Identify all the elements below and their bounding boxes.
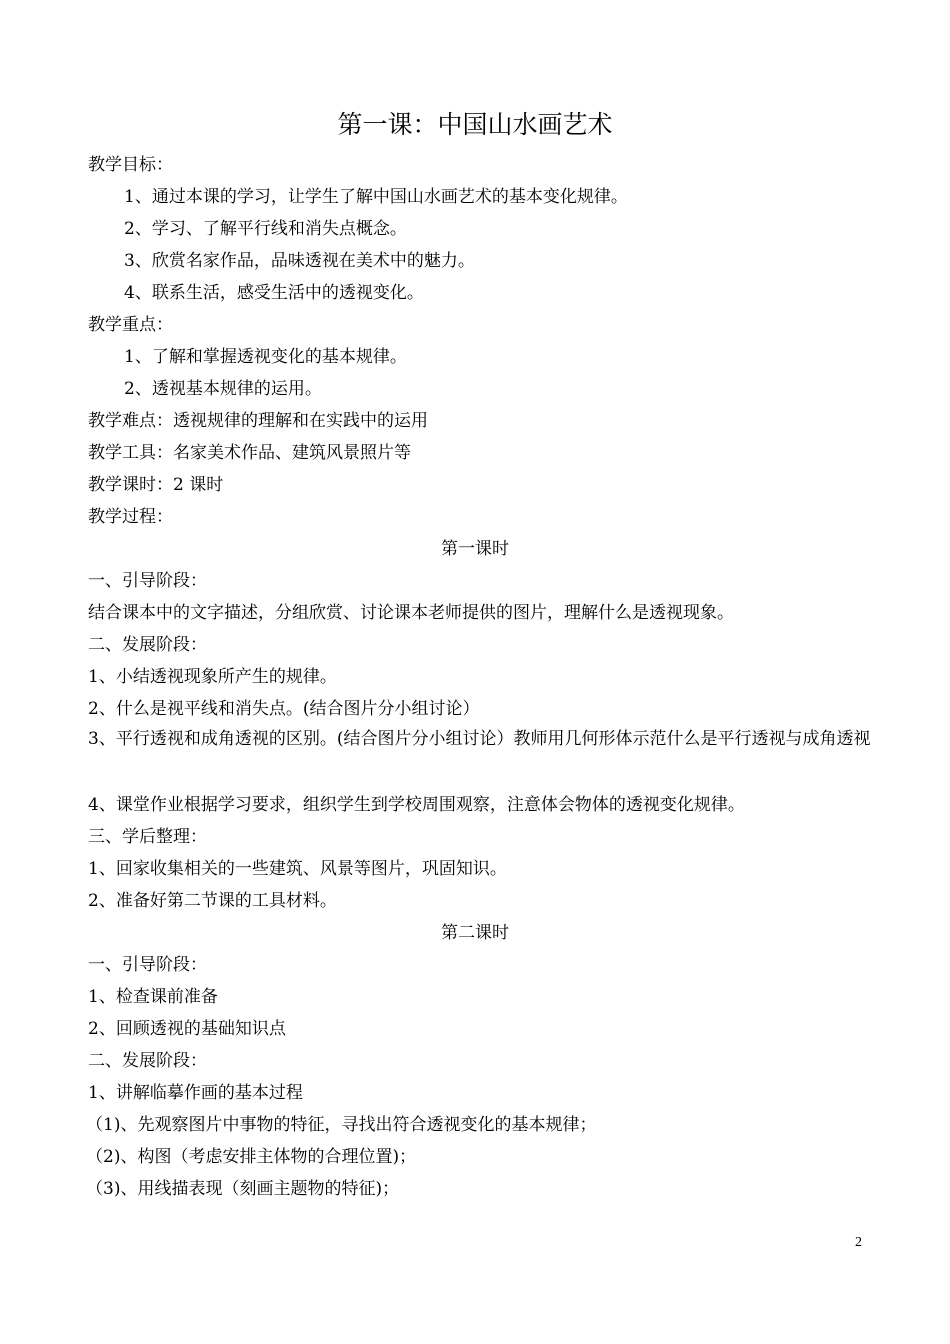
- objective-item: 2、学习、了解平行线和消失点概念。: [124, 219, 407, 239]
- session2-line: 1、讲解临摹作画的基本过程: [88, 1083, 303, 1103]
- process-heading: 教学过程：: [88, 507, 173, 527]
- objective-item: 3、欣赏名家作品，品味透视在美术中的魅力。: [124, 251, 475, 271]
- session2-line: 一、引导阶段：: [88, 955, 207, 975]
- session1-line: 3、平行透视和成角透视的区别。(结合图片分小组讨论）教师用几何形体示范什么是平行透视与成角透视: [88, 729, 871, 749]
- session1-line: 1、小结透视现象所产生的规律。: [88, 667, 337, 687]
- session1-line: 一、引导阶段：: [88, 571, 207, 591]
- objectives-heading: 教学目标：: [88, 155, 173, 175]
- session2-line: （3)、用线描表现（刻画主题物的特征)；: [86, 1179, 400, 1199]
- session2-line: 二、发展阶段：: [88, 1051, 207, 1071]
- session1-line: 二、发展阶段：: [88, 635, 207, 655]
- session2-line: 2、回顾透视的基础知识点: [88, 1019, 286, 1039]
- session1-line: 4、课堂作业根据学习要求，组织学生到学校周围观察，注意体会物体的透视变化规律。: [88, 795, 745, 815]
- key-point-item: 2、透视基本规律的运用。: [124, 379, 322, 399]
- difficulty-line: 教学难点：透视规律的理解和在实践中的运用: [88, 411, 428, 431]
- session1-line: 结合课本中的文字描述，分组欣赏、讨论课本老师提供的图片，理解什么是透视现象。: [88, 603, 734, 623]
- hours-line: 教学课时：2 课时: [88, 475, 224, 495]
- key-point-item: 1、了解和掌握透视变化的基本规律。: [124, 347, 407, 367]
- session2-line: （1)、先观察图片中事物的特征，寻找出符合透视变化的基本规律；: [86, 1115, 597, 1135]
- objective-item: 4、联系生活，感受生活中的透视变化。: [124, 283, 424, 303]
- session1-line: 1、回家收集相关的一些建筑、风景等图片，巩固知识。: [88, 859, 507, 879]
- tools-line: 教学工具：名家美术作品、建筑风景照片等: [88, 443, 411, 463]
- key-points-heading: 教学重点：: [88, 315, 173, 335]
- session1-line: 2、什么是视平线和消失点。(结合图片分小组讨论）: [88, 699, 480, 719]
- session1-heading: 第一课时: [441, 539, 509, 559]
- session2-line: （2)、构图（考虑安排主体物的合理位置)；: [86, 1147, 417, 1167]
- session2-line: 1、检查课前准备: [88, 987, 218, 1007]
- lesson-title: 第一课：中国山水画艺术: [337, 110, 613, 139]
- objective-item: 1、通过本课的学习，让学生了解中国山水画艺术的基本变化规律。: [124, 187, 628, 207]
- session1-line: 2、准备好第二节课的工具材料。: [88, 891, 337, 911]
- page-number: 2: [855, 1235, 862, 1250]
- session1-line: 三、学后整理：: [88, 827, 207, 847]
- session2-heading: 第二课时: [441, 923, 509, 943]
